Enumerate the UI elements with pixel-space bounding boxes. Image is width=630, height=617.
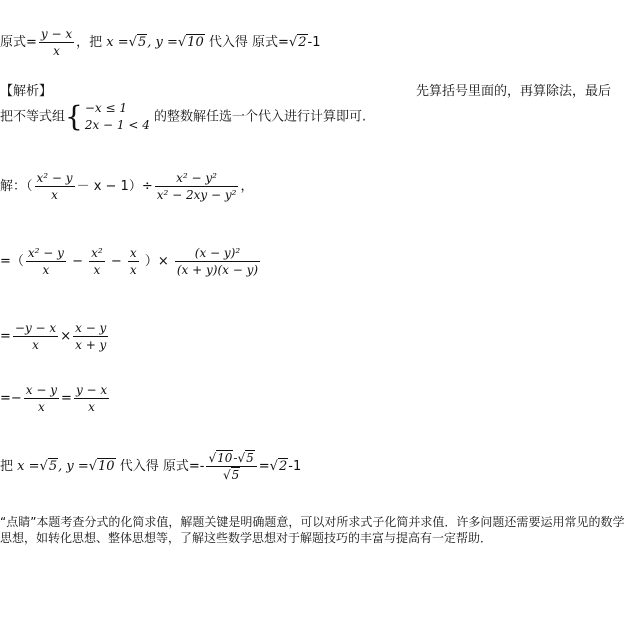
sqrt-5: √5 [128, 35, 147, 50]
step-2-fraction-d: $\frac{\text{(x − y)²}}{(x + y)(x - y)}$ [176, 246, 259, 277]
final-line [0, 450, 301, 483]
step-3-lead: = [0, 329, 11, 344]
inequality-suffix: 的整数解任选一个代入进行计算即可. [154, 109, 367, 125]
step-3 [0, 320, 110, 353]
analysis-text: 先算括号里面的，再算除法，最后 [416, 84, 612, 99]
fraction-denominator: x [53, 44, 60, 58]
analysis-line2 [0, 100, 366, 134]
comment-paragraph: “点睛”本题考查分式的化简求值，解题关键是明确题意，可以对所求式子化简并求值．许多问题还需要运用常见的数学思想，如转化思想、整体思想等，了解这些数学思想对于解题技巧的丰富与提高有一定帮助． [0, 515, 625, 545]
solution-fraction-1: $\frac{\text{x² − y}}{x}$ [36, 171, 73, 202]
solution-line [0, 170, 253, 203]
solution-fraction-2: $\frac{\text{x² − y²}}{\text{x² − 2xy − y²}}$ [156, 171, 237, 202]
step-4-lead: =− [0, 391, 22, 406]
minus-sign: − [110, 254, 122, 269]
inequality-prefix: 把不等式组 [0, 109, 66, 125]
sqrt-10: √10 [177, 35, 204, 50]
x-equals: x = [17, 459, 40, 474]
minus-sign: − [72, 254, 83, 269]
step-2 [0, 245, 262, 278]
step-2-fraction-a: $\frac{\text{x² − y}}{x}$ [27, 246, 64, 277]
substitute-label: 代入得 [119, 459, 159, 474]
sqrt-5: √5 [39, 459, 58, 474]
step-2-fraction-c: $\frac{x}{x}$ [129, 246, 137, 277]
step-3-fraction-a: $\frac{-y - x}{x}$ [14, 321, 57, 352]
equals-sign: = [258, 459, 270, 474]
answer-line [0, 26, 320, 59]
inequality-1: −x ≤ 1 [84, 101, 127, 115]
final-prefix: 把 [0, 459, 14, 474]
y-equals: , y = [58, 459, 89, 474]
result-prefix: 原式= [252, 35, 289, 50]
result-suffix: -1 [307, 35, 321, 50]
substitute-label: 代入得 [208, 35, 248, 50]
fraction-numerator: y − x [40, 27, 73, 41]
sqrt-2: √2 [288, 35, 307, 50]
step-3-fraction-b: $\frac{x - y}{x + y}$ [75, 321, 107, 352]
final-fraction: $\frac{√10-√5}{√5}$ [206, 450, 256, 483]
analysis-tag: 【解析】 [0, 84, 53, 99]
step-2-close: ）× [144, 254, 169, 269]
step-2-lead: =（ [0, 254, 24, 269]
times-sign: × [60, 329, 72, 344]
solution-middle: － x − 1）÷ [76, 179, 153, 194]
solution-end: ， [240, 179, 254, 194]
left-brace: { [65, 100, 83, 133]
equals-sign: = [61, 391, 72, 406]
substitute-text: ，把 [76, 35, 103, 50]
y-equals: , y = [147, 35, 178, 50]
answer-prefix: 原式= [0, 35, 37, 50]
step-4-fraction-a: $\frac{x - y}{x}$ [25, 383, 58, 414]
answer-fraction [39, 26, 74, 59]
sqrt-2: √2 [269, 459, 288, 474]
x-equals: x = [106, 35, 129, 50]
step-4-fraction-b: $\frac{y - x}{x}$ [75, 383, 108, 414]
solution-label: 解：（ [0, 179, 33, 194]
sqrt-10: √10 [88, 459, 115, 474]
inequality-system [85, 100, 150, 134]
result-suffix: -1 [288, 459, 302, 474]
inequality-2: 2x − 1 < 4 [84, 118, 150, 132]
step-2-fraction-b: $\frac{\text{x²}}{x}$ [91, 246, 103, 277]
step-4 [0, 382, 111, 415]
result-prefix: 原式=- [162, 459, 205, 474]
